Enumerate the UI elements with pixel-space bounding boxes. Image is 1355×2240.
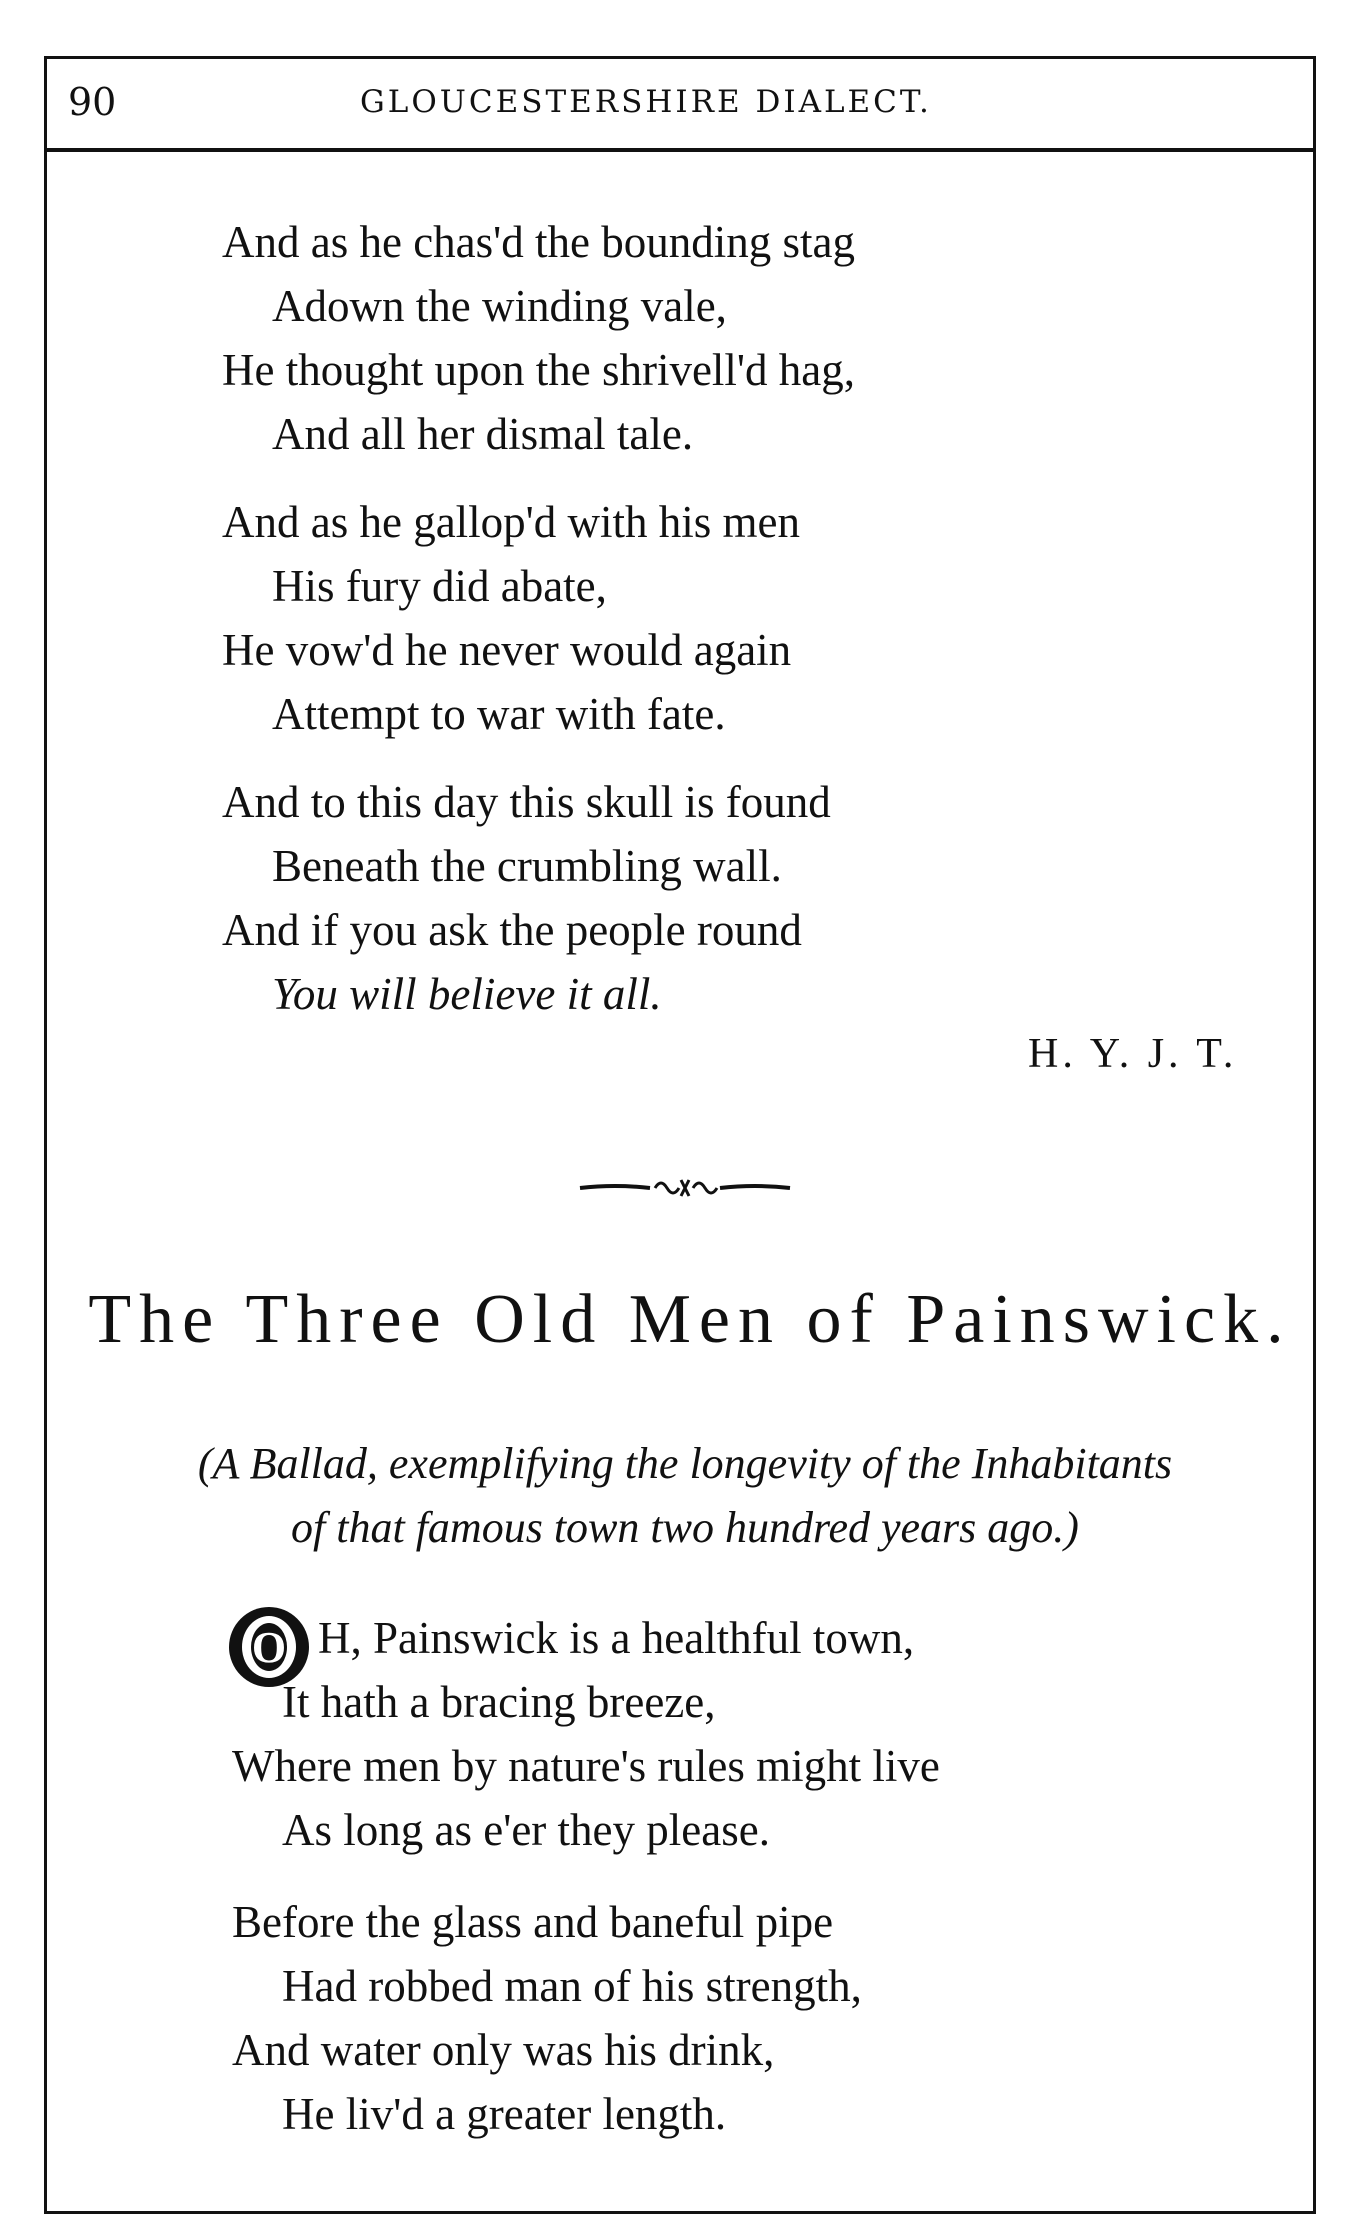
drop-cap-letter: O	[251, 1623, 287, 1672]
ornament-divider-icon	[575, 1166, 795, 1206]
ballad-subtitle	[70, 1432, 1300, 1560]
verse-line: And as he gallop'd with his men	[222, 497, 801, 547]
verse-line: You will believe it all.	[272, 969, 662, 1019]
poem1-stanza-1	[222, 210, 855, 466]
verse-line: Adown the winding vale,	[272, 281, 727, 331]
verse-line: And if you ask the people round	[222, 905, 802, 955]
ballad-title: The Three Old Men of Painswick.	[88, 1281, 1292, 1358]
verse-line: And all her dismal tale.	[272, 409, 694, 459]
verse-line: And water only was his drink,	[232, 2025, 775, 2075]
verse-line: And to this day this skull is found	[222, 777, 831, 827]
verse-line: Had robbed man of his strength,	[282, 1961, 862, 2011]
verse-line: He vow'd he never would again	[222, 625, 792, 675]
ballad-stanza-2	[232, 1890, 862, 2146]
ballad-first-line: H, Painswick is a healthful town,	[318, 1613, 915, 1663]
verse-line: As long as e'er they please.	[282, 1805, 770, 1855]
author-signature: H. Y. J. T.	[1028, 1031, 1238, 1077]
verse-line: His fury did abate,	[272, 561, 607, 611]
verse-line: Attempt to war with fate.	[272, 689, 726, 739]
verse-line: He thought upon the shrivell'd hag,	[222, 345, 856, 395]
poem1-stanza-2	[222, 490, 800, 746]
verse-line: It hath a bracing breeze,	[282, 1677, 716, 1727]
ballad-stanza-1	[232, 1670, 940, 1862]
running-head: GLOUCESTERSHIRE DIALECT.	[360, 84, 932, 120]
verse-line: He liv'd a greater length.	[282, 2089, 727, 2139]
verse-line: And as he chas'd the bounding stag	[222, 217, 855, 267]
subtitle-line: (A Ballad, exemplifying the longevity of the Inhabitants	[197, 1439, 1173, 1488]
verse-line: Where men by nature's rules might live	[232, 1741, 940, 1791]
page-number: 90	[68, 80, 117, 124]
verse-line: Before the glass and baneful pipe	[232, 1897, 834, 1947]
header-rule	[44, 148, 1316, 152]
verse-line: Beneath the crumbling wall.	[272, 841, 782, 891]
subtitle-line: of that famous town two hundred years ago.)	[291, 1503, 1079, 1552]
poem1-stanza-3	[222, 770, 831, 1026]
